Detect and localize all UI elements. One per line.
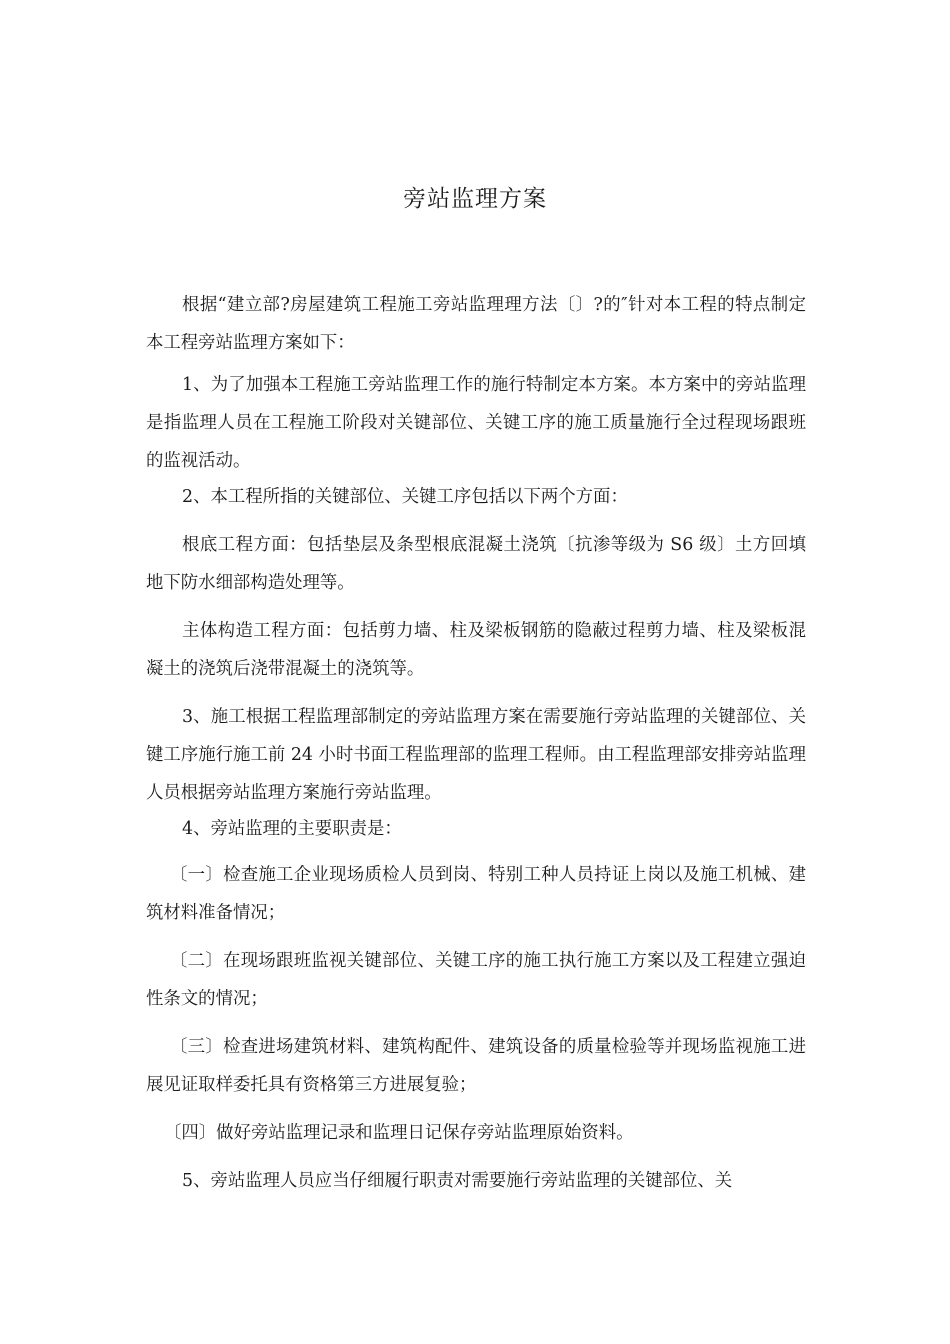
paragraph-intro: 根据“建立部?房屋建筑工程施工旁站监理理方法〔〕?的″针对本工程的特点制定本工程旁站监理方案如下：: [146, 295, 806, 353]
paragraph-item-3: 3、施工根据工程监理部制定的旁站监理方案在需要施行旁站监理的关键部位、关键工序施行施工前 24 小时书面工程监理部的监理工程师。由工程监理部安排旁站监理人员根据旁站监理方案施行旁站监理。: [146, 707, 806, 803]
paragraph-item-1: 1、为了加强本工程施工旁站监理工作的施行特制定本方案。本方案中的旁站监理是指监理人员在工程施工阶段对关键部位、关键工序的施工质量施行全过程现场跟班的监视活动。: [146, 375, 806, 471]
paragraph-duty-1: 〔一〕检查施工企业现场质检人员到岗、特别工种人员持证上岗以及施工机械、建筑材料准备情况；: [146, 865, 806, 923]
paragraph-foundation: 根底工程方面：包括垫层及条型根底混凝土浇筑〔抗渗等级为 S6 级〕土方回填地下防水细部构造处理等。: [146, 535, 806, 593]
document-title: 旁站监理方案: [403, 186, 547, 212]
paragraph-duty-2: 〔二〕在现场跟班监视关键部位、关键工序的施工执行施工方案以及工程建立强迫性条文的情况；: [146, 951, 806, 1009]
paragraph-item-4: 4、旁站监理的主要职责是：: [182, 819, 402, 839]
paragraph-main-structure: 主体构造工程方面：包括剪力墙、柱及梁板钢筋的隐蔽过程剪力墙、柱及梁板混凝土的浇筑后浇带混凝土的浇筑等。: [146, 621, 806, 679]
paragraph-duty-3: 〔三〕检查进场建筑材料、建筑构配件、建筑设备的质量检验等并现场监视施工进展见证取样委托具有资格第三方进展复验；: [146, 1037, 806, 1095]
paragraph-item-5: 5、旁站监理人员应当仔细履行职责对需要施行旁站监理的关键部位、关: [182, 1171, 733, 1191]
paragraph-item-2: 2、本工程所指的关键部位、关键工序包括以下两个方面：: [182, 487, 628, 507]
paragraph-duty-4: 〔四〕做好旁站监理记录和监理日记保存旁站监理原始资料。: [164, 1123, 634, 1143]
